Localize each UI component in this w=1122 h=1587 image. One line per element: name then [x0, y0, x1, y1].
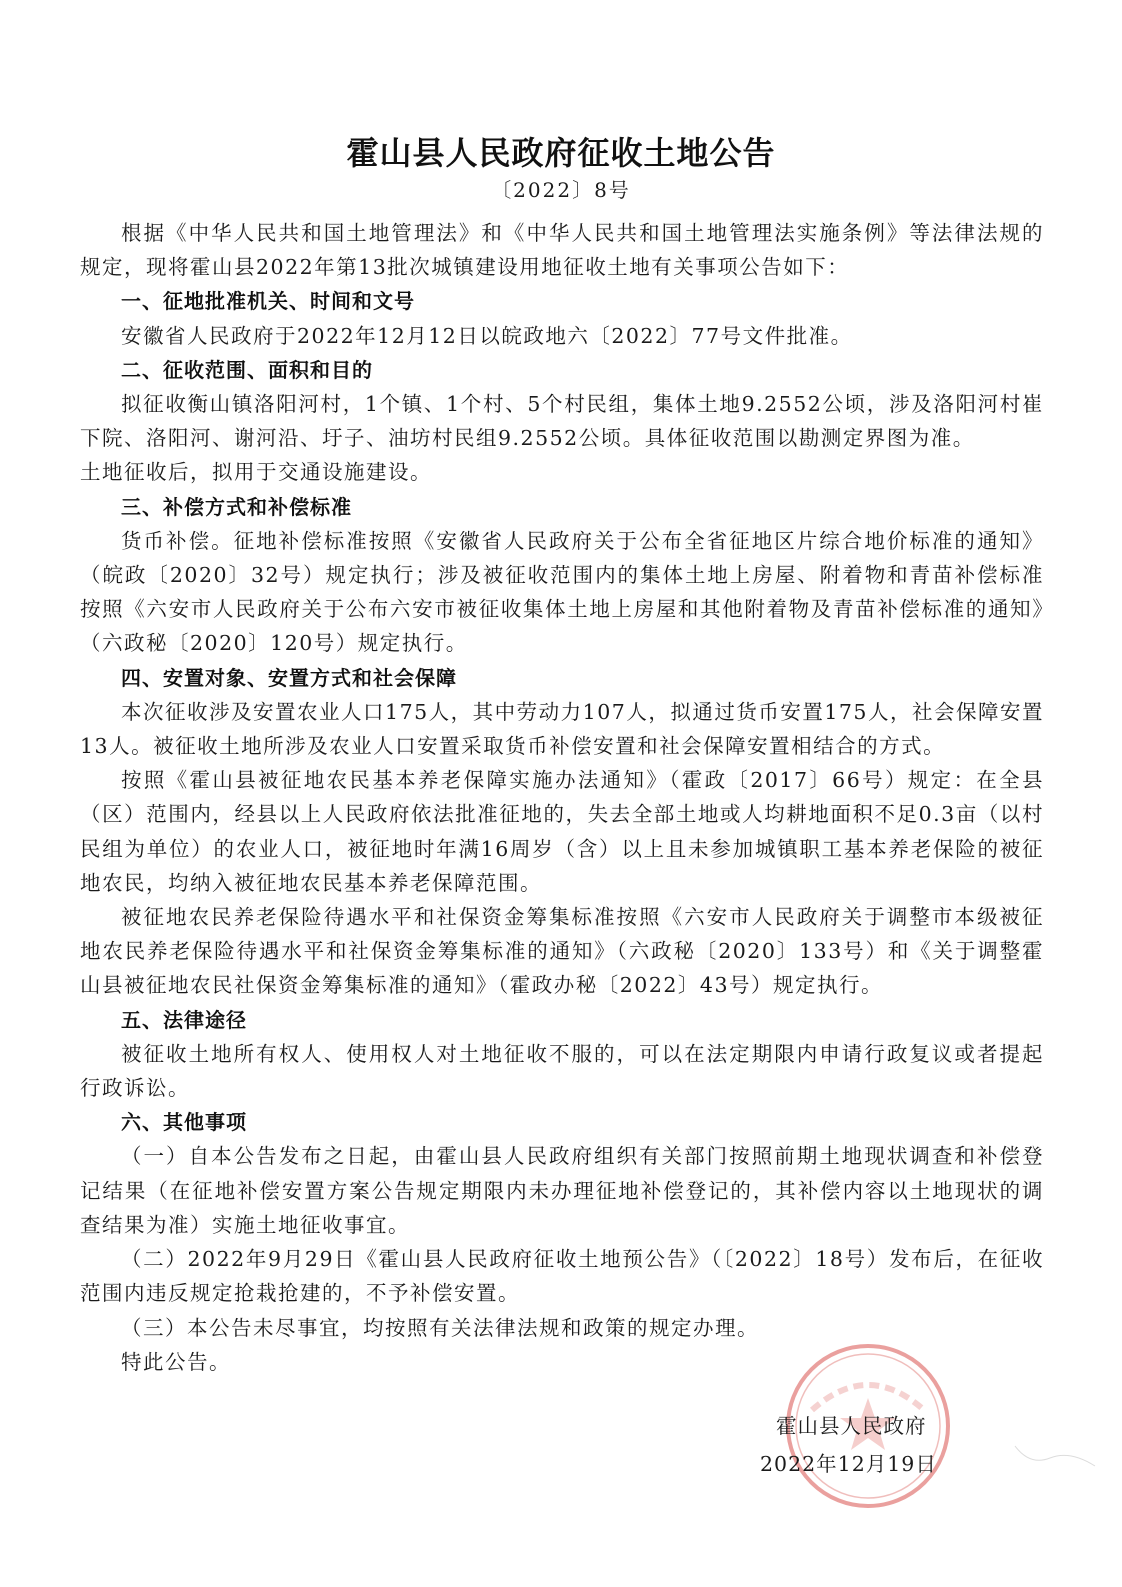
section-heading: 六、其他事项 [121, 1110, 247, 1135]
section-paragraph: 特此公告。 [121, 1349, 231, 1374]
section-paragraph: 拟征收衡山镇洛阳河村，1个镇、1个村、5个村民组，集体土地9.2552公顷，涉及洛阳河村崔下院、洛阳河、谢河沿、圩子、油坊村民组9.2552公顷。具体征收范围以勘测定界图为准。 [80, 392, 1044, 451]
section-paragraph: 被征收土地所有权人、使用权人对土地征收不服的，可以在法定期限内申请行政复议或者提起行政诉讼。 [80, 1041, 1044, 1101]
signature-block [760, 1407, 1020, 1483]
section-paragraph: （三）本公告未尽事宜，均按照有关法律法规和政策的规定办理。 [121, 1315, 759, 1340]
section-heading: 二、征收范围、面积和目的 [121, 357, 373, 382]
section-paragraph: （一）自本公告发布之日起，由霍山县人民政府组织有关部门按照前期土地现状调查和补偿登记结果（在征地补偿安置方案公告规定期限内未办理征地补偿登记的，其补偿内容以土地现状的调查结果为准）实施土地征收事宜。 [80, 1144, 1044, 1237]
signature-organization: 霍山县人民政府 [776, 1414, 927, 1438]
document-title: 霍山县人民政府征收土地公告 [346, 134, 776, 172]
section-paragraph: 被征地农民养老保险待遇水平和社保资金筹集标准按照《六安市人民政府关于调整市本级被征地农民养老保险待遇水平和社保资金筹集标准的通知》（六政秘〔2020〕133号）和《关于调整霍山县被征地农民社保资金筹集标准的通知》（霍政办秘〔2022〕43号）规定执行。 [80, 905, 1044, 998]
intro-paragraph: 根据《中华人民共和国土地管理法》和《中华人民共和国土地管理法实施条例》等法律法规的规定，现将霍山县2022年第13批次城镇建设用地征收土地有关事项公告如下： [80, 221, 1044, 280]
document-body [80, 216, 1044, 1379]
section-heading: 四、安置对象、安置方式和社会保障 [121, 665, 457, 690]
scan-mark-icon [1010, 1436, 1100, 1476]
document-number: 〔2022〕8号 [491, 178, 631, 202]
section-heading: 三、补偿方式和补偿标准 [121, 494, 352, 519]
section-paragraph: （二）2022年9月29日《霍山县人民政府征收土地预公告》（〔2022〕18号）发布后，在征收范围内违反规定抢栽抢建的，不予补偿安置。 [80, 1247, 1044, 1306]
section-paragraph: 土地征收后，拟用于交通设施建设。 [80, 460, 432, 485]
section-paragraph: 货币补偿。征地补偿标准按照《安徽省人民政府关于公布全省征地区片综合地价标准的通知》（皖政〔2020〕32号）规定执行；涉及被征收范围内的集体土地上房屋、附着物和青苗补偿标准按照《六安市人民政府关于公布六安市被征收集体土地上房屋和其他附着物及青苗补偿标准的通知》（六政秘〔2020〕120号）规定执行。 [80, 528, 1044, 656]
section-heading: 五、法律途径 [121, 1007, 247, 1032]
signature-date: 2022年12月19日 [760, 1452, 937, 1476]
section-heading: 一、征地批准机关、时间和文号 [121, 289, 415, 314]
section-paragraph: 按照《霍山县被征地农民基本养老保障实施办法通知》（霍政〔2017〕66号）规定：在全县（区）范围内，经县以上人民政府依法批准征地的，失去全部土地或人均耕地面积不足0.3亩（以村民组为单位）的农业人口，被征地时年满16周岁（含）以上且未参加城镇职工基本养老保险的被征地农民，均纳入被征地农民基本养老保障范围。 [80, 768, 1044, 895]
section-paragraph: 本次征收涉及安置农业人口175人，其中劳动力107人，拟通过货币安置175人，社会保障安置13人。被征收土地所涉及农业人口安置采取货币补偿安置和社会保障安置相结合的方式。 [80, 699, 1044, 759]
section-paragraph: 安徽省人民政府于2022年12月12日以皖政地六〔2022〕77号文件批准。 [121, 323, 853, 348]
